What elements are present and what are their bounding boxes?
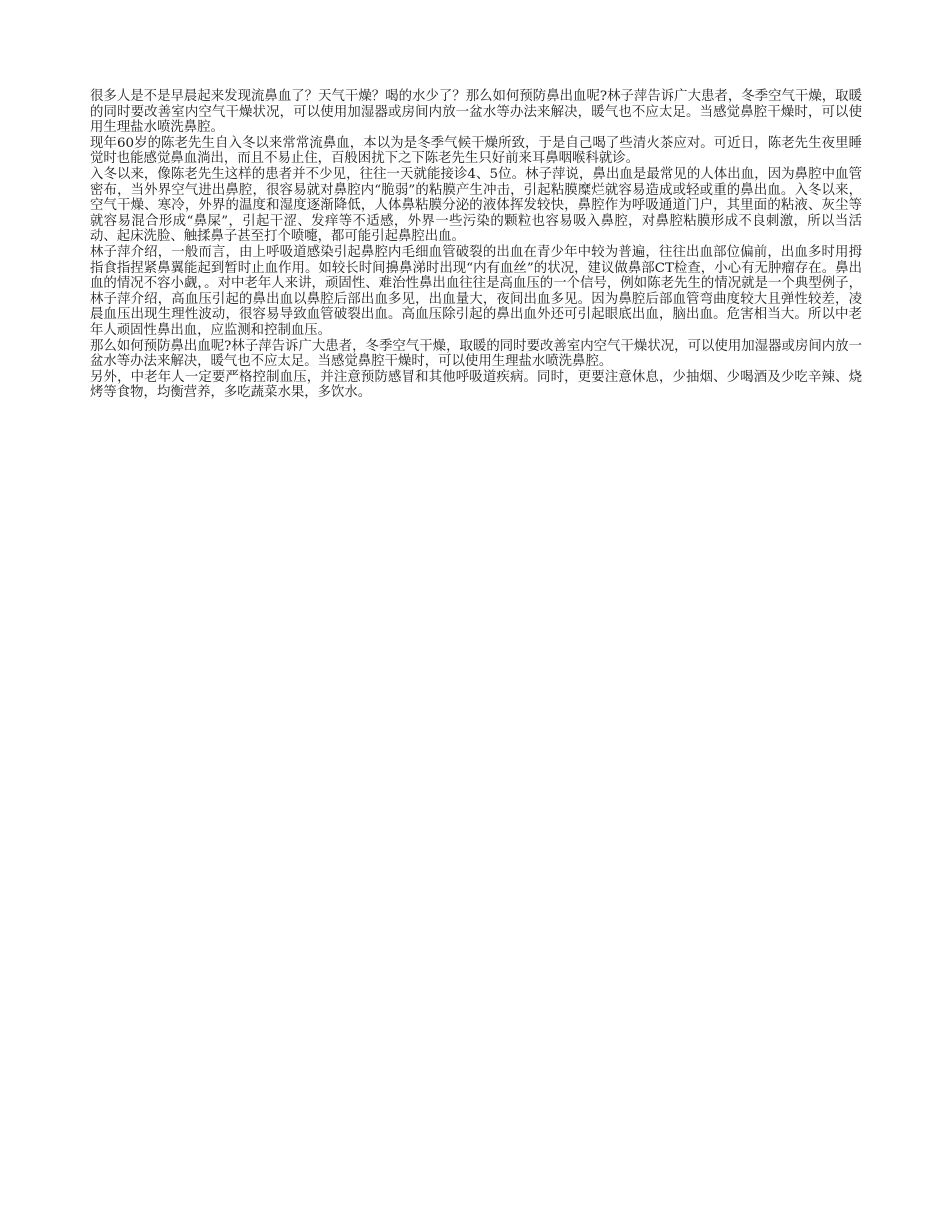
paragraph-intro: 很多人是不是早晨起来发现流鼻血了？天气干燥？喝的水少了？那么如何预防鼻出血呢?林子萍告诉广大患者，冬季空气干燥，取暖的同时要改善室内空气干燥状况，可以使用加湿器或房间内放一盆水等办法来解决，暖气也不应太足。当感觉鼻腔干燥时，可以使用生理盐水喷洗鼻腔。 xyxy=(90,89,862,136)
paragraph-age-factors: 林子萍介绍，一般而言，由上呼吸道感染引起鼻腔内毛细血管破裂的出血在青少年中较为普遍，往往出血部位偏前，出血多时用拇指食指捏紧鼻翼能起到暂时止血作用。如较长时间擤鼻涕时出现“内有血丝”的状况，建议做鼻部CT检查，小心有无肿瘤存在。鼻出血的情况不容小觑，。对中老年人来讲，顽固性、难治性鼻出血往往是高血压的一个信号，例如陈老先生的情况就是一个典型例子，林子萍介绍，高血压引起的鼻出血以鼻腔后部出血多见，出血量大，夜间出血多见。因为鼻腔后部血管弯曲度较大且弹性较差，凌晨血压出现生理性波动，很容易导致血管破裂出血。高血压除引起的鼻出血外还可引起眼底出血，脑出血。危害相当大。所以中老年人顽固性鼻出血，应监测和控制血压。 xyxy=(90,244,862,338)
document-body xyxy=(90,89,862,401)
paragraph-case: 现年60岁的陈老先生自入冬以来常常流鼻血，本以为是冬季气候干燥所致，于是自己喝了些清火茶应对。可近日，陈老先生夜里睡觉时也能感觉鼻血淌出，而且不易止住，百般困扰下之下陈老先生只好前来耳鼻咽喉科就诊。 xyxy=(90,135,862,167)
paragraph-prevention: 那么如何预防鼻出血呢?林子萍告诉广大患者，冬季空气干燥，取暖的同时要改善室内空气干燥状况，可以使用加湿器或房间内放一盆水等办法来解决，暖气也不应太足。当感觉鼻腔干燥时，可以使用生理盐水喷洗鼻腔。 xyxy=(90,338,862,370)
paragraph-advice: 另外，中老年人一定要严格控制血压，并注意预防感冒和其他呼吸道疾病。同时，更要注意休息，少抽烟、少喝酒及少吃辛辣、烧烤等食物，均衡营养，多吃蔬菜水果，多饮水。 xyxy=(90,369,862,401)
paragraph-cause: 入冬以来，像陈老先生这样的患者并不少见，往往一天就能接诊4、5位。林子萍说，鼻出血是最常见的人体出血，因为鼻腔中血管密布，当外界空气进出鼻腔，很容易就对鼻腔内“脆弱”的粘膜产生冲击，引起粘膜糜烂就容易造成或轻或重的鼻出血。入冬以来，空气干燥、寒冷，外界的温度和湿度逐渐降低，人体鼻粘膜分泌的液体挥发较快，鼻腔作为呼吸通道门户，其里面的粘液、灰尘等就容易混合形成“鼻屎”，引起干涩、发痒等不适感，外界一些污染的颗粒也容易吸入鼻腔，对鼻腔粘膜形成不良刺激，所以当活动、起床洗脸、触揉鼻子甚至打个喷嚏，都可能引起鼻腔出血。 xyxy=(90,166,862,245)
